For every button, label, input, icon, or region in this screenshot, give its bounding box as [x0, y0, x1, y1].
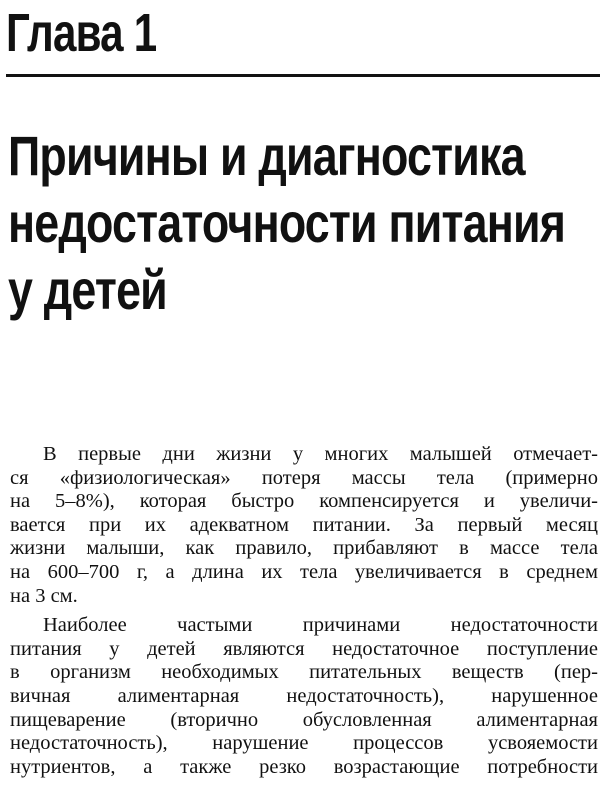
text-line: недостаточность), нарушение процессов усвояемости — [10, 732, 598, 755]
text-line: в организм необходимых питательных веществ (пер- — [10, 661, 598, 684]
chapter-title-line: Причины и диагностика — [8, 124, 525, 187]
chapter-number-heading: Глава 1 — [6, 3, 157, 63]
text-line: ся «физиологическая» потеря массы тела (примерно — [10, 466, 598, 489]
text-line: вается при их адекватном питании. За первый месяц — [10, 513, 598, 536]
text-line: жизни малыши, как правило, прибавляют в массе тела — [10, 537, 598, 560]
text-line: вичная алиментарная недостаточность), нарушенное — [10, 684, 598, 707]
text-line: на 3 см. — [10, 584, 78, 607]
chapter-title — [8, 122, 565, 323]
text-line: Наиболее частыми причинами недостаточности — [43, 614, 598, 637]
text-line: питания у детей являются недостаточное поступление — [10, 637, 598, 660]
chapter-title-line: у детей — [8, 258, 167, 321]
text-line: на 5–8%), которая быстро компенсируется и увеличи- — [10, 490, 598, 513]
paragraph — [10, 443, 598, 608]
paragraph — [10, 614, 598, 779]
chapter-title-line: недостаточности питания — [8, 191, 566, 254]
text-line: нутриентов, а также резко возрастающие потребности — [10, 755, 598, 778]
text-line: пищеварение (вторично обусловленная алиментарная — [10, 708, 598, 731]
heading-divider — [6, 74, 600, 77]
text-line: на 600–700 г, а длина их тела увеличивается в среднем — [10, 560, 598, 583]
text-line: В первые дни жизни у многих малышей отмечает- — [43, 443, 598, 465]
body-text — [10, 443, 598, 785]
